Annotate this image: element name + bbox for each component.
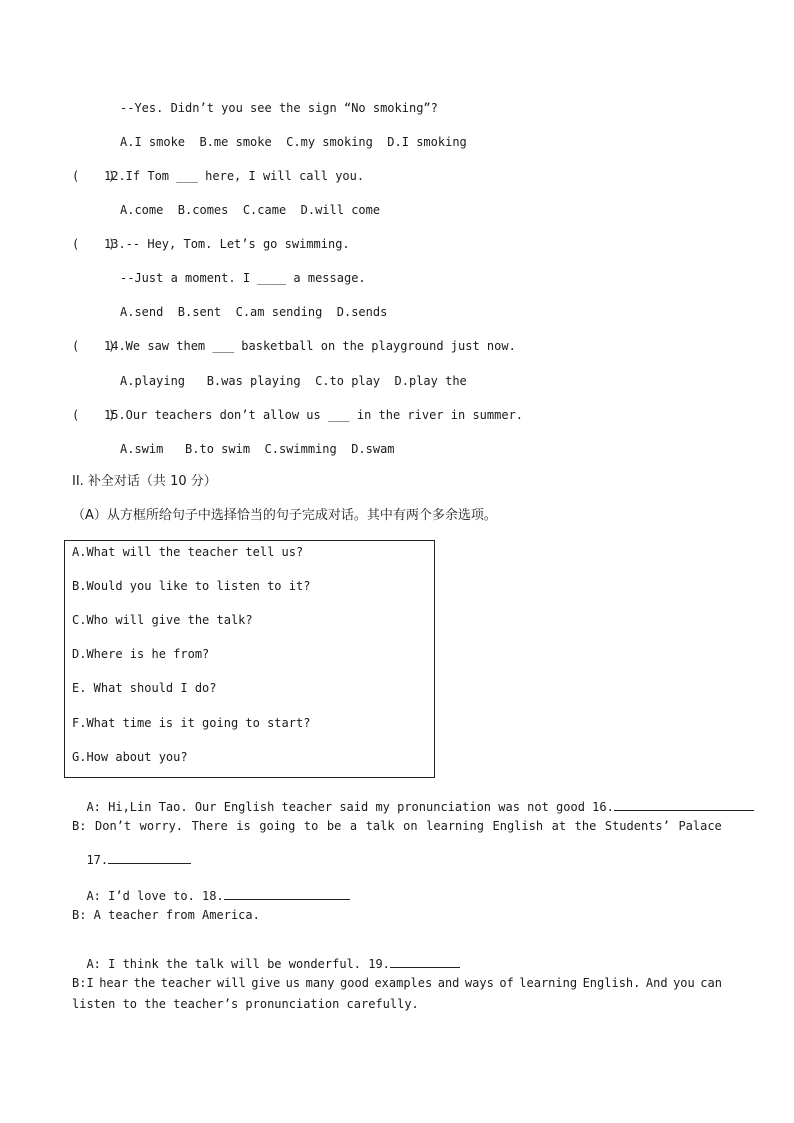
dialog-line-19: [72, 942, 460, 971]
dialog-line-final-continued: listen to the teacher’s pronunciation carefully.: [72, 997, 419, 1011]
word: Students’: [604, 819, 670, 833]
box-option-f: F.What time is it going to start?: [72, 716, 311, 730]
word: will: [216, 976, 246, 990]
box-option-d: D.Where is he from?: [72, 647, 210, 661]
word: a: [349, 819, 358, 833]
word: B:: [72, 819, 87, 833]
word: Don’t: [95, 819, 132, 833]
word: us: [285, 976, 301, 990]
dialog-line-16-text: A: Hi,Lin Tao. Our English teacher said my pronunciation was not good 16.: [86, 800, 614, 814]
word: English: [492, 819, 544, 833]
q13-reply: --Just a moment. I ____ a message.: [120, 271, 366, 285]
word: hear: [99, 976, 129, 990]
dialog-line-17-words: [72, 819, 722, 833]
q15-stem: 15.Our teachers don’t allow us ___ in the river in summer.: [104, 408, 524, 422]
box-option-e: E. What should I do?: [72, 681, 217, 695]
section-instruction: （A）从方框所给句子中选择恰当的句子完成对话。其中有两个多余选项。: [72, 508, 497, 523]
q13-answer-paren: ( ): [72, 237, 116, 251]
word: teacher: [160, 976, 212, 990]
word: learning: [519, 976, 578, 990]
word: learning: [426, 819, 484, 833]
word: the: [133, 976, 156, 990]
word: ways: [464, 976, 494, 990]
answer-blank-18[interactable]: [224, 888, 350, 900]
word: on: [403, 819, 418, 833]
q14-stem: 14.We saw them ___ basketball on the playground just now.: [104, 339, 516, 353]
dialog-line-reply: B: A teacher from America.: [72, 908, 260, 922]
dialog-line-18-text: A: I’d love to. 18.: [86, 889, 224, 903]
word: going: [259, 819, 296, 833]
dialog-line-19-text: A: I think the talk will be wonderful. 19.: [86, 957, 390, 971]
dialog-line-final-words: [72, 976, 722, 990]
box-option-a: A.What will the teacher tell us?: [72, 545, 304, 559]
box-option-c: C.Who will give the talk?: [72, 613, 253, 627]
word: be: [326, 819, 342, 833]
word: good: [340, 976, 369, 990]
word: give: [251, 976, 281, 990]
section-heading: II. 补全对话（共 10 分）: [72, 474, 217, 489]
answer-blank-16[interactable]: [614, 799, 754, 811]
word: and: [437, 976, 460, 990]
word: the: [574, 819, 597, 833]
q12-stem: 12.If Tom ___ here, I will call you.: [104, 169, 365, 183]
word: worry.: [139, 819, 184, 833]
q15-options: A.swim B.to swim C.swimming D.swam: [120, 442, 395, 456]
options-box: [64, 540, 435, 778]
word: you: [673, 976, 695, 990]
word: talk: [365, 819, 395, 833]
q12-answer-paren: ( ): [72, 169, 116, 183]
q14-answer-paren: ( ): [72, 339, 116, 353]
word: B:I: [72, 976, 94, 990]
word: to: [303, 819, 319, 833]
word: of: [499, 976, 514, 990]
dialog-line-16: [72, 785, 754, 814]
q11-options: A.I smoke B.me smoke C.my smoking D.I smoking: [120, 135, 467, 149]
word: Palace: [678, 819, 722, 833]
word: examples: [374, 976, 433, 990]
q14-options: A.playing B.was playing C.to play D.play the: [120, 374, 467, 388]
dialog-line-final: [72, 976, 722, 990]
box-option-b: B.Would you like to listen to it?: [72, 579, 311, 593]
word: is: [236, 819, 251, 833]
q11-reply: --Yes. Didn’t you see the sign “No smoking”?: [120, 101, 438, 115]
q12-options: A.come B.comes C.came D.will come: [120, 203, 381, 217]
word: And: [645, 976, 668, 990]
word: English.: [582, 976, 641, 990]
word: There: [191, 819, 228, 833]
q15-answer-paren: ( ): [72, 408, 116, 422]
word: at: [551, 819, 567, 833]
word: can: [700, 976, 722, 990]
q13-options: A.send B.sent C.am sending D.sends: [120, 305, 388, 319]
dialog-line-17-continued: [72, 838, 191, 867]
dialog-line-18: [72, 874, 350, 903]
q13-stem: 13.-- Hey, Tom. Let’s go swimming.: [104, 237, 350, 251]
answer-blank-19[interactable]: [390, 956, 460, 968]
dialog-line-17: [72, 819, 722, 833]
answer-blank-17[interactable]: [108, 852, 191, 864]
dialog-line-17-number: 17.: [86, 853, 109, 867]
word: many: [305, 976, 335, 990]
box-option-g: G.How about you?: [72, 750, 188, 764]
